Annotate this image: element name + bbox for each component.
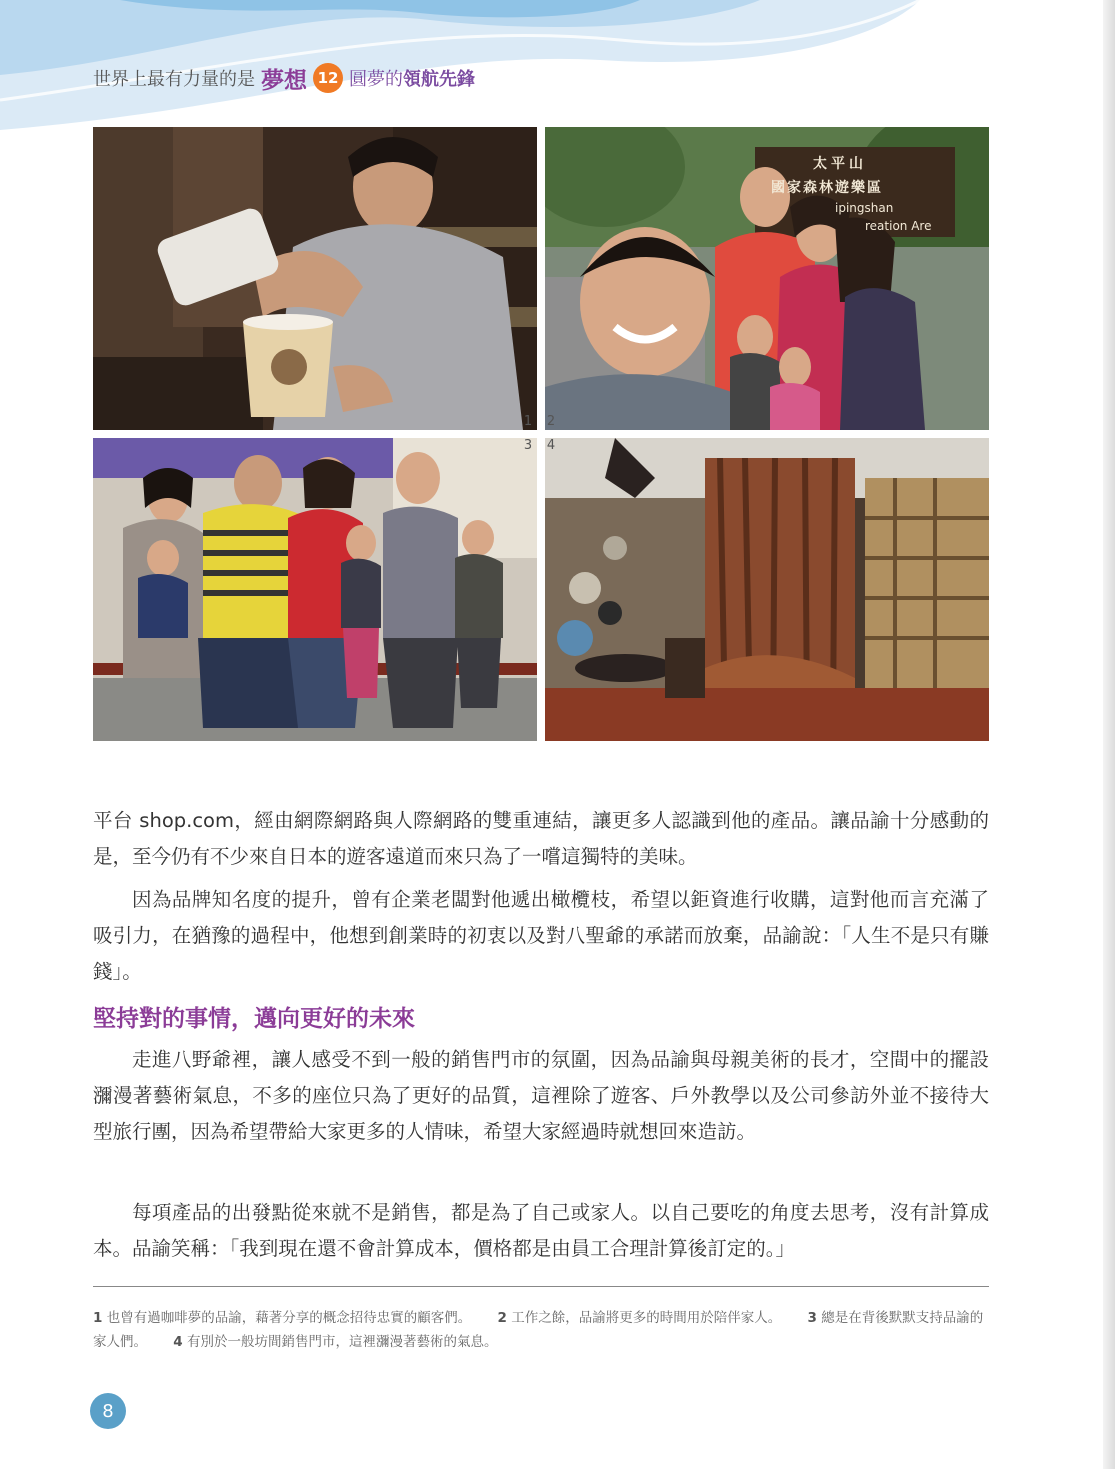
photo-number-1: 1 (523, 414, 533, 429)
body-paragraph-2 (93, 882, 989, 990)
photo-family-bench (93, 438, 537, 741)
body-paragraph-1 (93, 803, 989, 875)
body-paragraph-3 (93, 1042, 989, 1150)
running-header (93, 60, 475, 96)
paragraph-text: 走進八野爺裡，讓人感受不到一般的銷售門市的氛圍，因為品諭與母親美術的長才，空間中的擺設瀰漫著藝術氣息，不多的座位只為了更好的品質，這裡除了遊客、戶外教學以及公司參訪外並不接待大型旅行團，因為希望帶給大家更多的人情味，希望大家經過時就想回來造訪。 (93, 1048, 989, 1143)
body-paragraph-4 (93, 1195, 989, 1267)
header-suffix-regular: 圓夢的 (349, 69, 403, 90)
sign-line-1: 太平山 (813, 156, 867, 172)
chapter-number-badge: 12 (313, 63, 343, 93)
paragraph-text: 平台 shop.com，經由網際網路與人際網路的雙重連結，讓更多人認識到他的產品。讓品諭十分感動的是，至今仍有不少來自日本的遊客遠道而來只為了一嚐這獨特的美味。 (93, 809, 989, 868)
header-suffix-bold: 領航先鋒 (403, 69, 475, 90)
caption-text: 總是在背後默默支持品諭的家人們。 (93, 1310, 984, 1350)
caption-number: 2 (497, 1310, 507, 1326)
caption-text: 也曾有過咖啡夢的品諭，藉著分享的概念招待忠實的顧客們。 (106, 1310, 472, 1326)
photo-captions (93, 1306, 993, 1354)
photo-number-2: 2 (546, 414, 556, 429)
photo-shop-interior (545, 438, 989, 741)
caption-text: 有別於一般坊間銷售門市，這裡瀰漫著藝術的氣息。 (187, 1334, 498, 1350)
caption-divider (93, 1286, 989, 1287)
paragraph-text: 每項產品的出發點從來就不是銷售，都是為了自己或家人。以自己要吃的角度去思考，沒有計算成本。品諭笑稱：「我到現在還不會計算成本，價格都是由員工合理計算後訂定的。」 (93, 1201, 989, 1260)
photo-family-selfie (545, 127, 989, 430)
header-prefix: 世界上最有力量的是 (93, 69, 255, 90)
page-number: 8 (90, 1393, 126, 1429)
sign-line-3: ipingshan (835, 201, 894, 215)
page-edge-shadow (1103, 0, 1115, 1469)
section-heading: 堅持對的事情，邁向更好的未來 (93, 1006, 415, 1032)
caption-number: 3 (807, 1310, 817, 1326)
photo-number-3: 3 (523, 438, 533, 453)
caption-number: 4 (173, 1334, 183, 1350)
photo-number-4: 4 (546, 438, 556, 453)
caption-2 (498, 1310, 782, 1326)
paragraph-text: 因為品牌知名度的提升，曾有企業老闆對他遞出橄欖枝，希望以鉅資進行收購，這對他而言充滿了吸引力，在猶豫的過程中，他想到創業時的初衷以及對八聖爺的承諾而放棄，品諭說：「人生不是只有賺錢」。 (93, 888, 989, 983)
photo-barista (93, 127, 537, 430)
sign-line-4: reation Are (865, 219, 932, 233)
header-dream: 夢想 (261, 67, 307, 94)
caption-1 (93, 1310, 471, 1326)
sign-line-2: 國家森林遊樂區 (771, 180, 883, 196)
caption-number: 1 (93, 1310, 103, 1326)
caption-text: 工作之餘，品諭將更多的時間用於陪伴家人。 (511, 1310, 782, 1326)
caption-4 (173, 1334, 497, 1350)
